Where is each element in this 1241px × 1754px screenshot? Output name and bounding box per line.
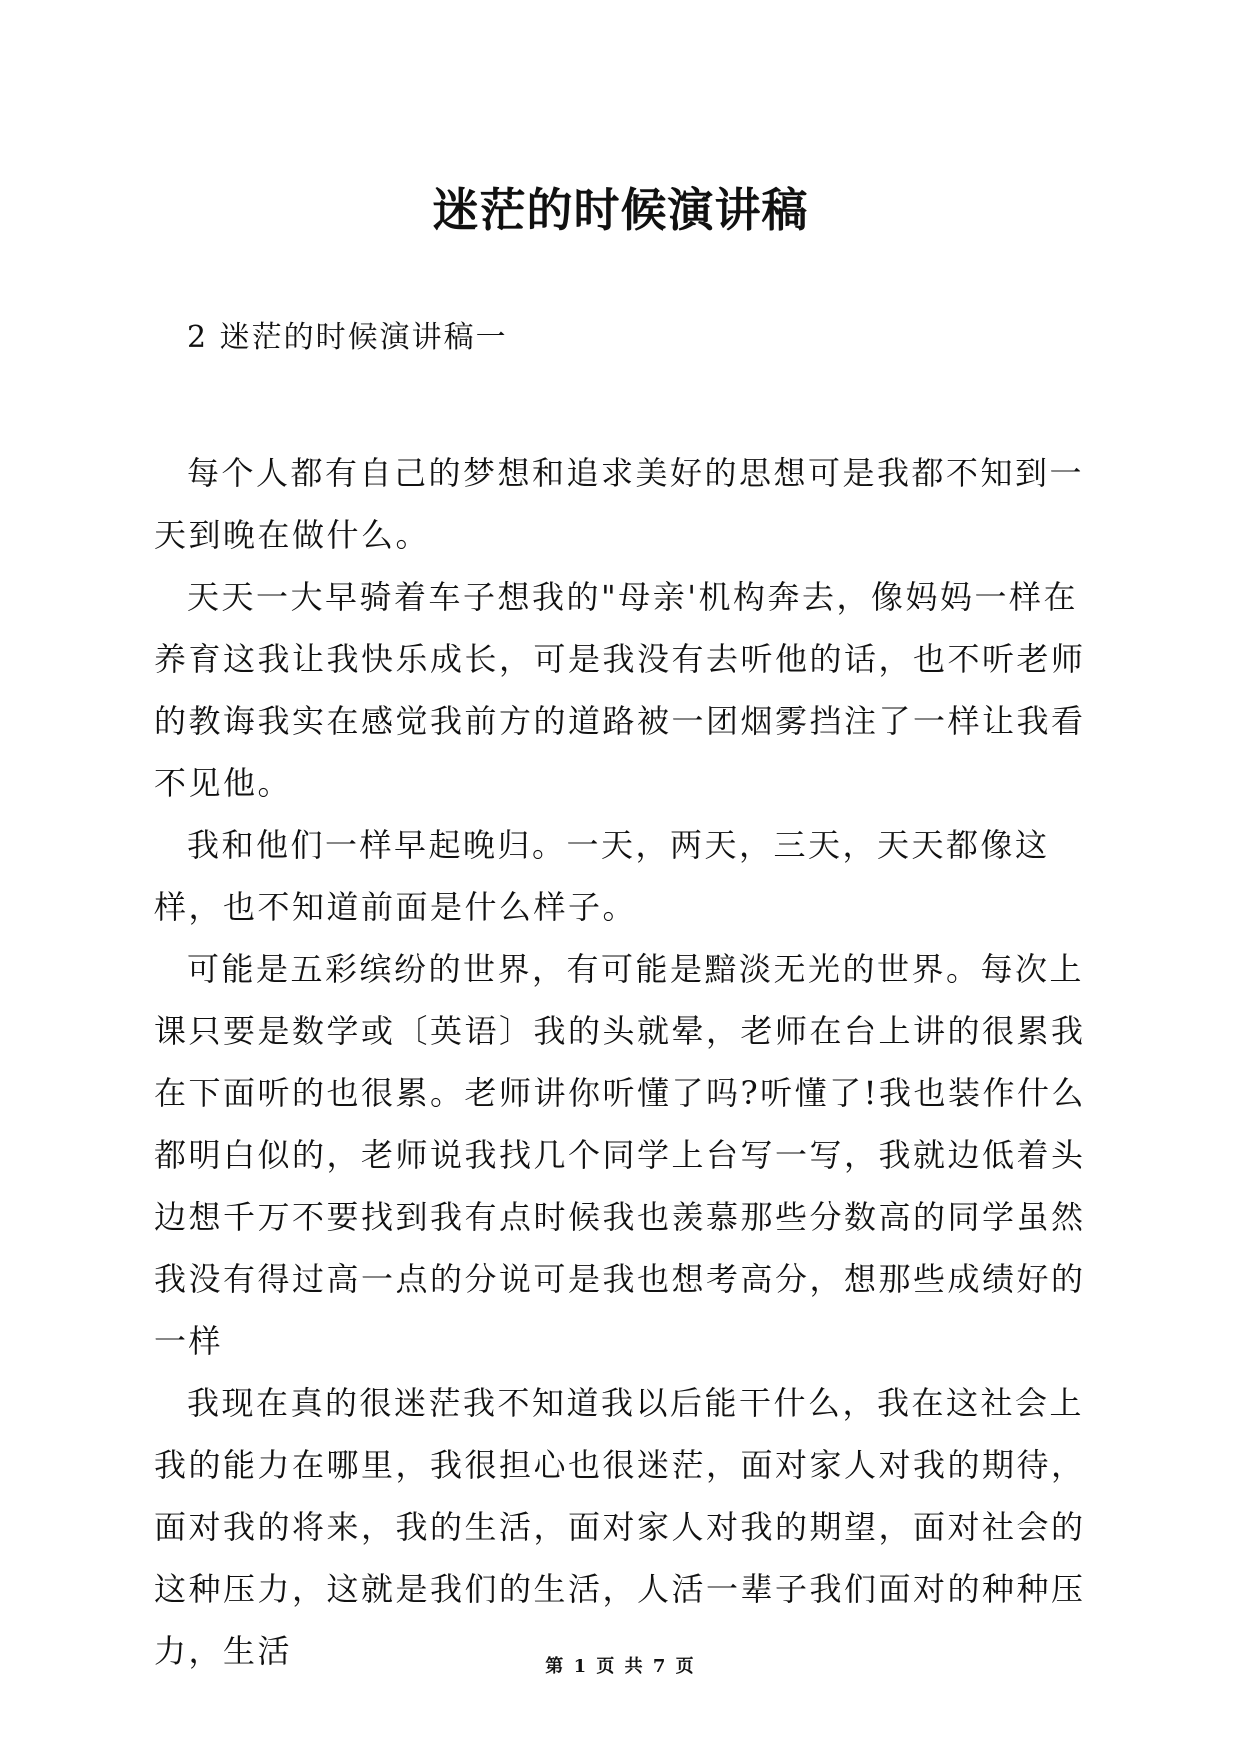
document-title: 迷茫的时候演讲稿: [432, 183, 809, 237]
paragraph: 我和他们一样早起晚归。一天，两天，三天，天天都像这样，也不知道前面是什么样子。: [154, 826, 1050, 926]
section-heading: 2 迷茫的时候演讲稿一: [187, 320, 508, 355]
document-body: [154, 442, 1094, 1682]
paragraph: 天天一大早骑着车子想我的"母亲'机构奔去，像妈妈一样在养育这我让我快乐成长，可是我没有去听他的话，也不听老师的教诲我实在感觉我前方的道路被一团烟雾挡注了一样让我看不见他。: [154, 578, 1086, 802]
paragraph: 我现在真的很迷茫我不知道我以后能干什么，我在这社会上我的能力在哪里，我很担心也很迷茫，面对家人对我的期待，面对我的将来，我的生活，面对家人对我的期望，面对社会的这种压力，这就是我们的生活，人活一辈子我们面对的种种压力，生活: [154, 1384, 1086, 1670]
page-number-footer: 第 1 页 共 7 页: [545, 1656, 696, 1677]
paragraph: 每个人都有自己的梦想和追求美好的思想可是我都不知到一天到晚在做什么。: [154, 454, 1085, 554]
paragraph: 可能是五彩缤纷的世界，有可能是黯淡无光的世界。每次上课只要是数学或〔英语〕我的头就晕，老师在台上讲的很累我在下面听的也很累。老师讲你听懂了吗?听懂了!我也装作什么都明白似的，老师说我找几个同学上台写一写，我就边低着头边想千万不要找到我有点时候我也羡慕那些分数高的同学虽然我没有得过高一点的分说可是我也想考高分，想那些成绩好的一样: [154, 950, 1087, 1360]
